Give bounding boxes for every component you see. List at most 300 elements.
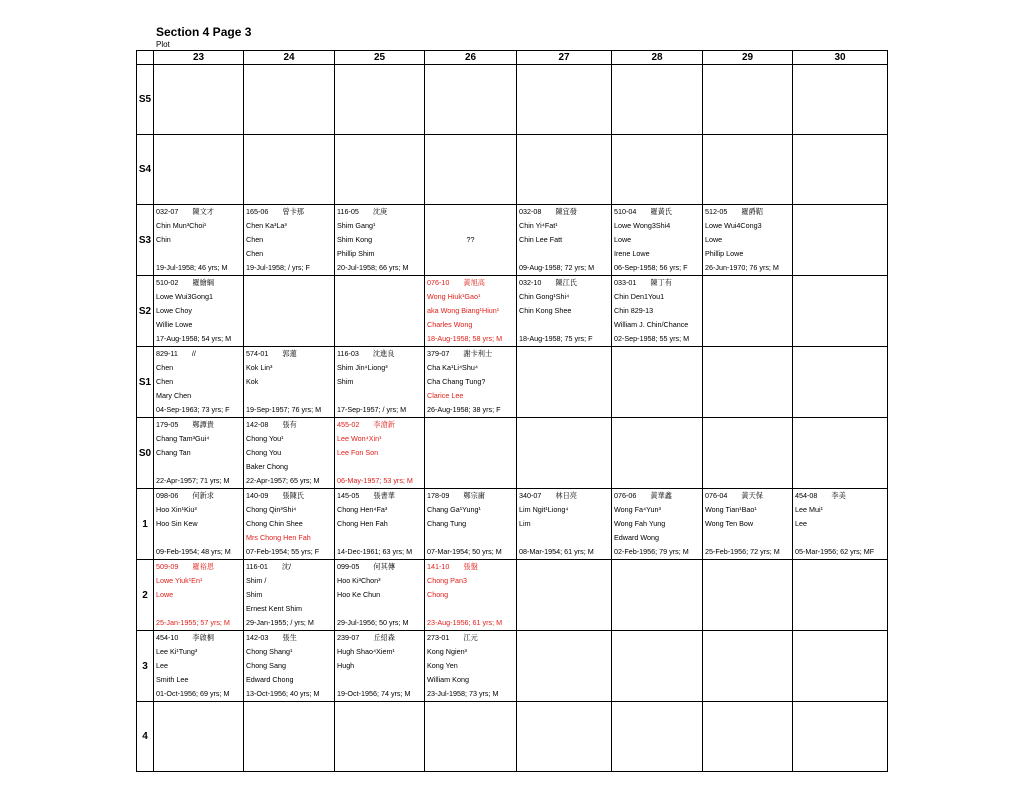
row-label: S1 <box>137 347 154 418</box>
grave-id: 510-02 <box>156 278 179 287</box>
grave-id-line <box>335 631 424 645</box>
plot-cell <box>244 276 335 347</box>
name-line: Lowe <box>705 235 723 244</box>
plot-cell <box>425 135 517 205</box>
plot-cell <box>154 489 244 560</box>
grave-id-line <box>154 631 243 645</box>
name-line: Chin Den1You1 <box>614 292 665 301</box>
plot-cell <box>517 135 612 205</box>
plot-cell <box>244 702 335 772</box>
plot-cell <box>425 418 517 489</box>
row-label: 4 <box>137 702 154 772</box>
chinese-name: 丘紹森 <box>373 633 395 642</box>
chinese-name: 何其傳 <box>373 562 395 571</box>
name-line: Chen <box>156 377 174 386</box>
unknown-marker: ?? <box>466 235 475 244</box>
burial-info: 19-Jul-1958; / yrs; F <box>246 263 310 272</box>
plot-cell <box>154 135 244 205</box>
plot-cell <box>793 205 888 276</box>
plot-cell <box>703 418 793 489</box>
name-line: Chen <box>246 249 264 258</box>
grave-id-line <box>335 347 424 361</box>
grave-id: 032-08 <box>519 207 542 216</box>
name-line <box>703 531 792 545</box>
grave-id: 145-05 <box>337 491 360 500</box>
name-line: Phillip Lowe <box>705 249 744 258</box>
name-line: Edward Chong <box>246 675 294 684</box>
name-line: Kok <box>246 377 259 386</box>
name-line <box>335 531 424 545</box>
plot-cell <box>335 489 425 560</box>
grave-id: 165-06 <box>246 207 269 216</box>
plot-cell <box>154 205 244 276</box>
name-line <box>425 531 516 545</box>
grave-id-line <box>425 560 516 574</box>
plot-row-s3 <box>137 205 888 276</box>
chinese-name: 鄭譚貴 <box>192 420 214 429</box>
name-line <box>335 460 424 474</box>
plot-cell <box>154 347 244 418</box>
name-line <box>425 602 516 616</box>
plot-cell <box>425 276 517 347</box>
grave-id: 454-08 <box>795 491 818 500</box>
burial-info: 26-Aug-1958; 38 yrs; F <box>427 405 501 414</box>
name-line: Chin 829-13 <box>614 306 654 315</box>
name-line: Wong Tian¹Bao¹ <box>705 505 757 514</box>
column-header-23: 23 <box>154 51 244 65</box>
name-line: Lowe <box>614 235 632 244</box>
row-label: 3 <box>137 631 154 702</box>
plot-row-2 <box>137 560 888 631</box>
chinese-name: 陳丁有 <box>650 278 672 287</box>
burial-info: 22-Apr-1957; 71 yrs; M <box>156 476 230 485</box>
chinese-name: 張盤 <box>463 562 478 571</box>
plot-cell <box>154 65 244 135</box>
plot-cell <box>612 560 703 631</box>
plot-cell <box>517 631 612 702</box>
grave-id-line <box>517 489 611 503</box>
chinese-name: 沈/ <box>281 562 292 571</box>
name-line: Lee Ki¹Tung³ <box>156 647 198 656</box>
plot-cell <box>425 560 517 631</box>
plot-cell <box>335 65 425 135</box>
name-line: Lowe Wui4Cong3 <box>705 221 762 230</box>
burial-info: 23-Aug-1956; 61 yrs; M <box>427 618 503 627</box>
name-line: William J. Chin/Chance <box>614 320 689 329</box>
name-line: Hoo Sin Kew <box>156 519 198 528</box>
name-line: Chong Pan3 <box>427 576 467 585</box>
page-title: Section 4 Page 3 <box>156 25 252 39</box>
burial-info: 19-Sep-1957; 76 yrs; M <box>246 405 322 414</box>
name-line: Chen <box>156 363 174 372</box>
burial-info: 06-Sep-1958; 56 yrs; F <box>614 263 688 272</box>
burial-info: 25-Jan-1955; 57 yrs; M <box>156 618 230 627</box>
name-line: Lee Won⁴Xin¹ <box>337 434 382 443</box>
plot-cell <box>517 418 612 489</box>
grave-id-line <box>154 489 243 503</box>
plot-cell <box>612 276 703 347</box>
grave-id: 116-03 <box>337 349 359 358</box>
name-line <box>154 460 243 474</box>
plot-cell <box>517 205 612 276</box>
burial-info: 06-May-1957; 53 yrs; M <box>337 476 413 485</box>
grave-id: 509-09 <box>156 562 179 571</box>
grave-id: 116-05 <box>337 207 359 216</box>
row-label: S5 <box>137 65 154 135</box>
plot-cell <box>335 205 425 276</box>
grave-id: 340-07 <box>519 491 542 500</box>
name-line <box>517 318 611 332</box>
plot-cell <box>612 702 703 772</box>
name-line: Lee Fon Son <box>337 448 379 457</box>
grave-id-line <box>244 560 334 574</box>
plot-cell <box>244 205 335 276</box>
plot-cell <box>244 135 335 205</box>
chinese-name: 張書華 <box>373 491 395 500</box>
grave-id: 140-09 <box>246 491 269 500</box>
plot-cell <box>425 347 517 418</box>
name-line: Chong You <box>246 448 282 457</box>
grave-id: 178-09 <box>427 491 450 500</box>
plot-row-s5 <box>137 65 888 135</box>
name-line <box>335 602 424 616</box>
name-line: Chang Tan <box>156 448 191 457</box>
chinese-name: 黃華鑫 <box>650 491 672 500</box>
name-line: Mary Chen <box>156 391 192 400</box>
column-header-27: 27 <box>517 51 612 65</box>
name-line: Chin Lee Fatt <box>519 235 563 244</box>
name-line: Chang Tam³Gui⁴ <box>156 434 210 443</box>
burial-info: 02-Feb-1956; 79 yrs; M <box>614 547 689 556</box>
grave-id-line <box>154 276 243 290</box>
plot-cell <box>335 418 425 489</box>
name-line: Hoo Ki³Chon³ <box>337 576 381 585</box>
plot-cell <box>244 631 335 702</box>
grave-id-line <box>244 631 334 645</box>
chinese-name: 李滄新 <box>373 420 395 429</box>
grave-id-line <box>335 418 424 432</box>
name-line: Shim Gang¹ <box>337 221 376 230</box>
name-line: Lim Ngit¹Liong⁴ <box>519 505 569 514</box>
name-line: Lowe Wui3Gong1 <box>156 292 214 301</box>
grave-id: 076-04 <box>705 491 728 500</box>
chinese-name: 沈進良 <box>372 349 395 358</box>
plot-cell <box>793 702 888 772</box>
name-line: Cha Chang Tung? <box>427 377 486 386</box>
plot-cell <box>425 65 517 135</box>
name-line: Chong Chin Shee <box>246 519 303 528</box>
plot-cell <box>335 135 425 205</box>
name-line: Ernest Kent Shim <box>246 604 302 613</box>
column-header-30: 30 <box>793 51 888 65</box>
plot-cell <box>793 135 888 205</box>
grave-id: 574-01 <box>246 349 269 358</box>
plot-cell <box>703 135 793 205</box>
grave-id-line <box>612 276 702 290</box>
plot-cell <box>335 702 425 772</box>
name-line: Chong <box>427 590 449 599</box>
plot-cell <box>793 631 888 702</box>
name-line: Charles Wong <box>427 320 473 329</box>
name-line: Phillip Shim <box>337 249 375 258</box>
grave-id: 032-07 <box>156 207 179 216</box>
grave-id: 099-05 <box>337 562 360 571</box>
plot-cell <box>703 702 793 772</box>
chinese-name: 陳宜發 <box>555 207 577 216</box>
burial-info: 18-Aug-1958; 58 yrs; M <box>427 334 503 343</box>
plot-cell <box>793 560 888 631</box>
grave-id: 142-08 <box>246 420 269 429</box>
burial-info: 17-Aug-1958; 54 yrs; M <box>156 334 232 343</box>
plot-row-s4 <box>137 135 888 205</box>
grave-id-line <box>335 560 424 574</box>
plot-cell <box>517 65 612 135</box>
name-line: Chin Yi⁴Fat¹ <box>519 221 558 230</box>
burial-info: 23-Jul-1958; 73 yrs; M <box>427 689 499 698</box>
name-line: Chin Mun³Choi¹ <box>156 221 207 230</box>
plot-cell <box>425 205 517 276</box>
grave-id: 033-01 <box>614 278 637 287</box>
name-line: Chong Qin³Shi⁴ <box>246 505 297 514</box>
name-line: Shim Jin⁴Liong³ <box>337 363 388 372</box>
row-label: S0 <box>137 418 154 489</box>
row-label: 2 <box>137 560 154 631</box>
plot-cell <box>244 347 335 418</box>
chinese-name: 郭蓮 <box>282 349 297 358</box>
row-label: S4 <box>137 135 154 205</box>
grave-id-line <box>612 489 702 503</box>
plot-cell <box>154 631 244 702</box>
row-label: 1 <box>137 489 154 560</box>
grave-id: 512-05 <box>705 207 728 216</box>
name-line: Wong Fa⁴Yun³ <box>614 505 661 514</box>
plot-cell <box>703 560 793 631</box>
burial-info: 25-Feb-1956; 72 yrs; M <box>705 547 780 556</box>
plot-cell <box>517 489 612 560</box>
grave-id-line <box>154 418 243 432</box>
burial-info: 29-Jul-1956; 50 yrs; M <box>337 618 409 627</box>
corner-cell <box>137 51 154 65</box>
grave-id-line <box>335 489 424 503</box>
plot-cell <box>612 418 703 489</box>
burial-info: 13-Oct-1956; 40 yrs; M <box>246 689 320 698</box>
grave-id: 076-10 <box>427 278 450 287</box>
plot-cell <box>793 418 888 489</box>
name-line: Hugh Shao⁴Xiem¹ <box>337 647 395 656</box>
name-line: Smith Lee <box>156 675 189 684</box>
chinese-name: 曾卡那 <box>282 207 304 216</box>
name-line: Edward Wong <box>614 533 660 542</box>
chinese-name: 江元 <box>463 633 478 642</box>
grave-id: 239-07 <box>337 633 360 642</box>
name-line: Shim / <box>246 576 267 585</box>
row-label: S2 <box>137 276 154 347</box>
plot-cell <box>335 560 425 631</box>
plot-cell <box>517 276 612 347</box>
plot-cell <box>793 276 888 347</box>
name-line <box>154 531 243 545</box>
plot-cell <box>703 205 793 276</box>
grave-id: 379-07 <box>427 349 450 358</box>
grave-id: 098-06 <box>156 491 179 500</box>
name-line: Lim <box>519 519 531 528</box>
plot-cell <box>612 347 703 418</box>
grave-id: 141-10 <box>427 562 450 571</box>
name-line <box>244 389 334 403</box>
name-line: Willie Lowe <box>156 320 193 329</box>
plot-cell <box>612 65 703 135</box>
column-header-26: 26 <box>425 51 517 65</box>
burial-info: 09-Aug-1958; 72 yrs; M <box>519 263 595 272</box>
grave-id-line <box>244 205 334 219</box>
plot-cell <box>703 631 793 702</box>
plot-cell <box>154 702 244 772</box>
plot-row-s1 <box>137 347 888 418</box>
grave-id: 142-03 <box>246 633 269 642</box>
name-line: Wong Ten Bow <box>705 519 754 528</box>
chinese-name: 林日亮 <box>555 491 577 500</box>
name-line: Kong Ngien³ <box>427 647 467 656</box>
burial-info: 14-Dec-1961; 63 yrs; M <box>337 547 413 556</box>
name-line <box>335 673 424 687</box>
name-line: Shim <box>246 590 263 599</box>
plot-cell <box>793 347 888 418</box>
burial-info: 19-Jul-1958; 46 yrs; M <box>156 263 228 272</box>
name-line: Chin Gong¹Shi⁴ <box>519 292 570 301</box>
name-line <box>517 531 611 545</box>
plot-cell <box>517 347 612 418</box>
name-line: Lowe Wong3Shi4 <box>614 221 671 230</box>
name-line: Wong Fah Yung <box>614 519 666 528</box>
grave-id-line <box>154 560 243 574</box>
name-line: Clarice Lee <box>427 391 464 400</box>
plot-cell <box>517 560 612 631</box>
burial-info: 08-Mar-1954; 61 yrs; M <box>519 547 594 556</box>
plot-cell <box>244 560 335 631</box>
grave-id: 032-10 <box>519 278 542 287</box>
plot-cell <box>703 347 793 418</box>
name-line: Chin Kong Shee <box>519 306 572 315</box>
plot-row-1 <box>137 489 888 560</box>
name-line: Hoo Ke Chun <box>337 590 381 599</box>
chinese-name: 何新求 <box>192 491 214 500</box>
burial-info: 22-Apr-1957; 65 yrs; M <box>246 476 320 485</box>
plot-cell <box>244 65 335 135</box>
burial-info: 07-Feb-1954; 55 yrs; F <box>246 547 320 556</box>
burial-info: 17-Sep-1957; / yrs; M <box>337 405 407 414</box>
grave-id-line <box>154 347 243 361</box>
chinese-name: 李美 <box>831 491 846 500</box>
name-line: William Kong <box>427 675 469 684</box>
chinese-name: 羅爵鞀 <box>741 207 763 216</box>
burial-info: 04-Sep-1963; 73 yrs; F <box>156 405 230 414</box>
name-line: Hoo Xin¹Kiu³ <box>156 505 197 514</box>
plot-cell <box>517 702 612 772</box>
name-line: Lowe Yiuk¹En¹ <box>156 576 203 585</box>
row-label: S3 <box>137 205 154 276</box>
chinese-name: 張有 <box>282 420 297 429</box>
chinese-name: 鄭宗庸 <box>463 491 485 500</box>
name-line: Shim Kong <box>337 235 373 244</box>
name-line: Lee <box>156 661 168 670</box>
grave-id-line <box>335 205 424 219</box>
chinese-name: 李啟桐 <box>192 633 214 642</box>
plot-cell <box>425 489 517 560</box>
name-line: Chong Hen⁴Fa³ <box>337 505 388 514</box>
plot-cell <box>425 702 517 772</box>
grave-id-line <box>425 489 516 503</box>
plot-cell <box>154 276 244 347</box>
plot-cell <box>612 135 703 205</box>
plot-grid <box>136 50 888 772</box>
name-line: Chen <box>246 235 264 244</box>
plot-row-4 <box>137 702 888 772</box>
grave-id-line <box>425 276 516 290</box>
name-line: Chin <box>156 235 171 244</box>
grave-id-line <box>244 418 334 432</box>
plot-cell <box>612 631 703 702</box>
name-line <box>793 531 887 545</box>
chinese-name: 羅裕恩 <box>192 562 214 571</box>
column-header-24: 24 <box>244 51 335 65</box>
plot-cell <box>793 65 888 135</box>
burial-info: 19-Oct-1956; 74 yrs; M <box>337 689 411 698</box>
column-header-28: 28 <box>612 51 703 65</box>
name-line: Cha Ka¹Li⁴Shu⁴ <box>427 363 478 372</box>
name-line: Irene Lowe <box>614 249 650 258</box>
plot-row-s0 <box>137 418 888 489</box>
burial-info: 01-Oct-1956; 69 yrs; M <box>156 689 230 698</box>
chinese-name: 羅繪綱 <box>192 278 214 287</box>
grave-id-line <box>425 631 516 645</box>
plot-row-s2 <box>137 276 888 347</box>
name-line: Wong Hiuk¹Gao¹ <box>427 292 481 301</box>
column-header-29: 29 <box>703 51 793 65</box>
plot-cell <box>335 347 425 418</box>
name-line: Hugh <box>337 661 355 670</box>
name-line: Lee <box>795 519 807 528</box>
plot-cell <box>703 489 793 560</box>
burial-info: 09-Feb-1954; 48 yrs; M <box>156 547 231 556</box>
plot-cell <box>154 560 244 631</box>
grave-id-line <box>793 489 887 503</box>
grave-id: 454-10 <box>156 633 179 642</box>
grave-id-line <box>244 489 334 503</box>
name-line: Chang Ga¹Yung¹ <box>427 505 481 514</box>
name-line: Kok Lin³ <box>246 363 273 372</box>
plot-cell <box>335 276 425 347</box>
chinese-name: // <box>191 349 196 358</box>
burial-info: 07-Mar-1954; 50 yrs; M <box>427 547 502 556</box>
name-line: Kong Yen <box>427 661 458 670</box>
grave-id: 829-11 <box>156 349 178 358</box>
chinese-name: 黃旭高 <box>463 278 485 287</box>
chinese-name: 沈庚 <box>372 207 388 216</box>
burial-info: 18-Aug-1958; 75 yrs; F <box>519 334 593 343</box>
plot-cell <box>244 418 335 489</box>
burial-info: 26-Jun-1970; 76 yrs; M <box>705 263 779 272</box>
burial-info: 05-Mar-1956; 62 yrs; MF <box>795 547 875 556</box>
grave-id-line <box>244 347 334 361</box>
grave-id: 455-02 <box>337 420 360 429</box>
plot-row-3 <box>137 631 888 702</box>
name-line <box>154 602 243 616</box>
plot-cell <box>244 489 335 560</box>
column-header-row <box>137 51 888 65</box>
burial-info: 20-Jul-1958; 66 yrs; M <box>337 263 409 272</box>
grave-id-line <box>517 205 611 219</box>
page-subtitle: Plot <box>156 40 170 49</box>
